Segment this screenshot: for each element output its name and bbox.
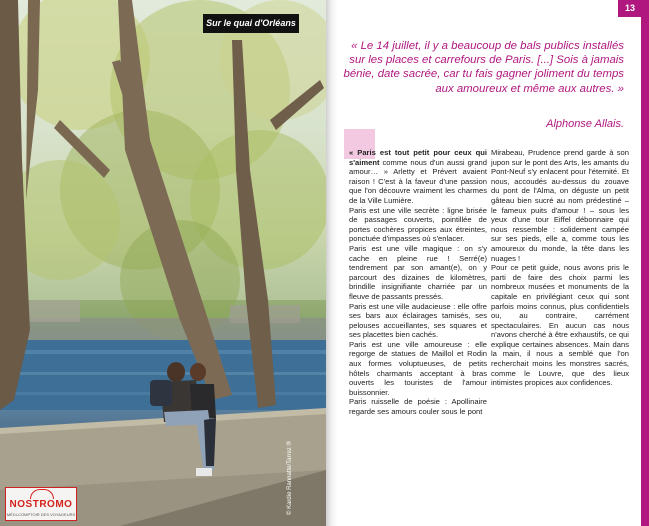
- lead-bold: « Paris est tout petit pour ceux qui s'aiment: [349, 148, 487, 167]
- nostromo-logo: [5, 487, 77, 521]
- paragraph: Pour ce petit guide, nous avons pris le parti de faire des choix parmi les nombreux musées et monuments de la capitale en privilégiant ceux qui sont parfois moins connus, plus confidentiels ou, au contraire, carrément spectaculaires. En aucun cas nous n'avons cherché à être exhaustifs, ce qui explique certaines absences. Main dans la main, il nous a semblé que l'on recherchait moins les monstres sacrés, comme le Louvre, que des lieux intimistes propices aux confidences.: [491, 263, 629, 388]
- logo-arc-icon: [30, 489, 54, 499]
- paragraph: Mirabeau, Prudence prend garde à son jupon sur le pont des Arts, les amants du Pont-Neuf s'y enlacent pour l'éternité. Et nous, accoudés au-dessus du zouave du pont de l'Alma, on déguste un petit gâteau bien sucré au nom prédestiné – le fameux puits d'amour ! – sous les yeux d'une tour Eiffel débonnaire qui nous ressemble : solidement campée sur ses pieds, elle a, comme tous les amoureux du monde, la tête dans les nuages !: [491, 148, 629, 263]
- epigraph-quote: « Le 14 juillet, il y a beaucoup de bals publics installés sur les places et carrefours de Paris. [...] Sois à jamais bénie, date sacrée, car tu fais gagner joliment du temps aux amoureux et même aux autres. »: [343, 40, 624, 95]
- paragraph: Paris est une ville magique : on s'y cache en pleine rue ! Serré(e) tendrement par son amant(e), on y parcourt des dizaines de kilomètres, brindille insignifiante charriée par un fleuve de passants pressés.: [349, 243, 487, 301]
- photo-credit-text: [287, 505, 293, 515]
- epigraph-author: Alphonse Allais.: [546, 118, 624, 130]
- page-number: 13: [618, 0, 642, 17]
- logo-tagline: MÉDI-COMPTOIR DES VOYAGEURS: [6, 512, 76, 517]
- paragraph: [349, 148, 487, 206]
- photo-caption: Sur le quai d'Orléans: [203, 14, 299, 33]
- page-gutter: [326, 0, 338, 526]
- logo-name: NOSTROMO: [9, 499, 73, 510]
- text-column-1: [349, 148, 487, 417]
- paragraph: Paris est une ville audacieuse : elle offre ses bars aux éclairages tamisés, ses pelouses accueillantes, ses squares et ses placettes bien cachés.: [349, 301, 487, 340]
- paragraph: Paris est une ville amoureuse : elle regorge de statues de Maillol et Rodin aux formes voluptueuses, de petits hôtels charmants acceptant à bras ouverts les touristes de l'amour buissonnier.: [349, 339, 487, 397]
- side-accent-bar: [641, 0, 649, 526]
- paragraph: Paris est une ville secrète : ligne brisée de passages couverts, pointillée de portes cochères propices aux étreintes, ponctuée d'impasses où s'enlacer.: [349, 205, 487, 244]
- paragraph: Paris ruisselle de poésie : Apollinaire regarde ses amours couler sous le pont: [349, 397, 487, 417]
- photo-credit: [287, 515, 297, 526]
- lead-rest: comme nous d'un aussi grand amour… » Arletty et Prévert avaient raison ! C'est à la faveur d'une passion que l'on découvre vraiment les charmes de la Ville Lumière.: [349, 157, 487, 205]
- text-column-2: [491, 148, 629, 388]
